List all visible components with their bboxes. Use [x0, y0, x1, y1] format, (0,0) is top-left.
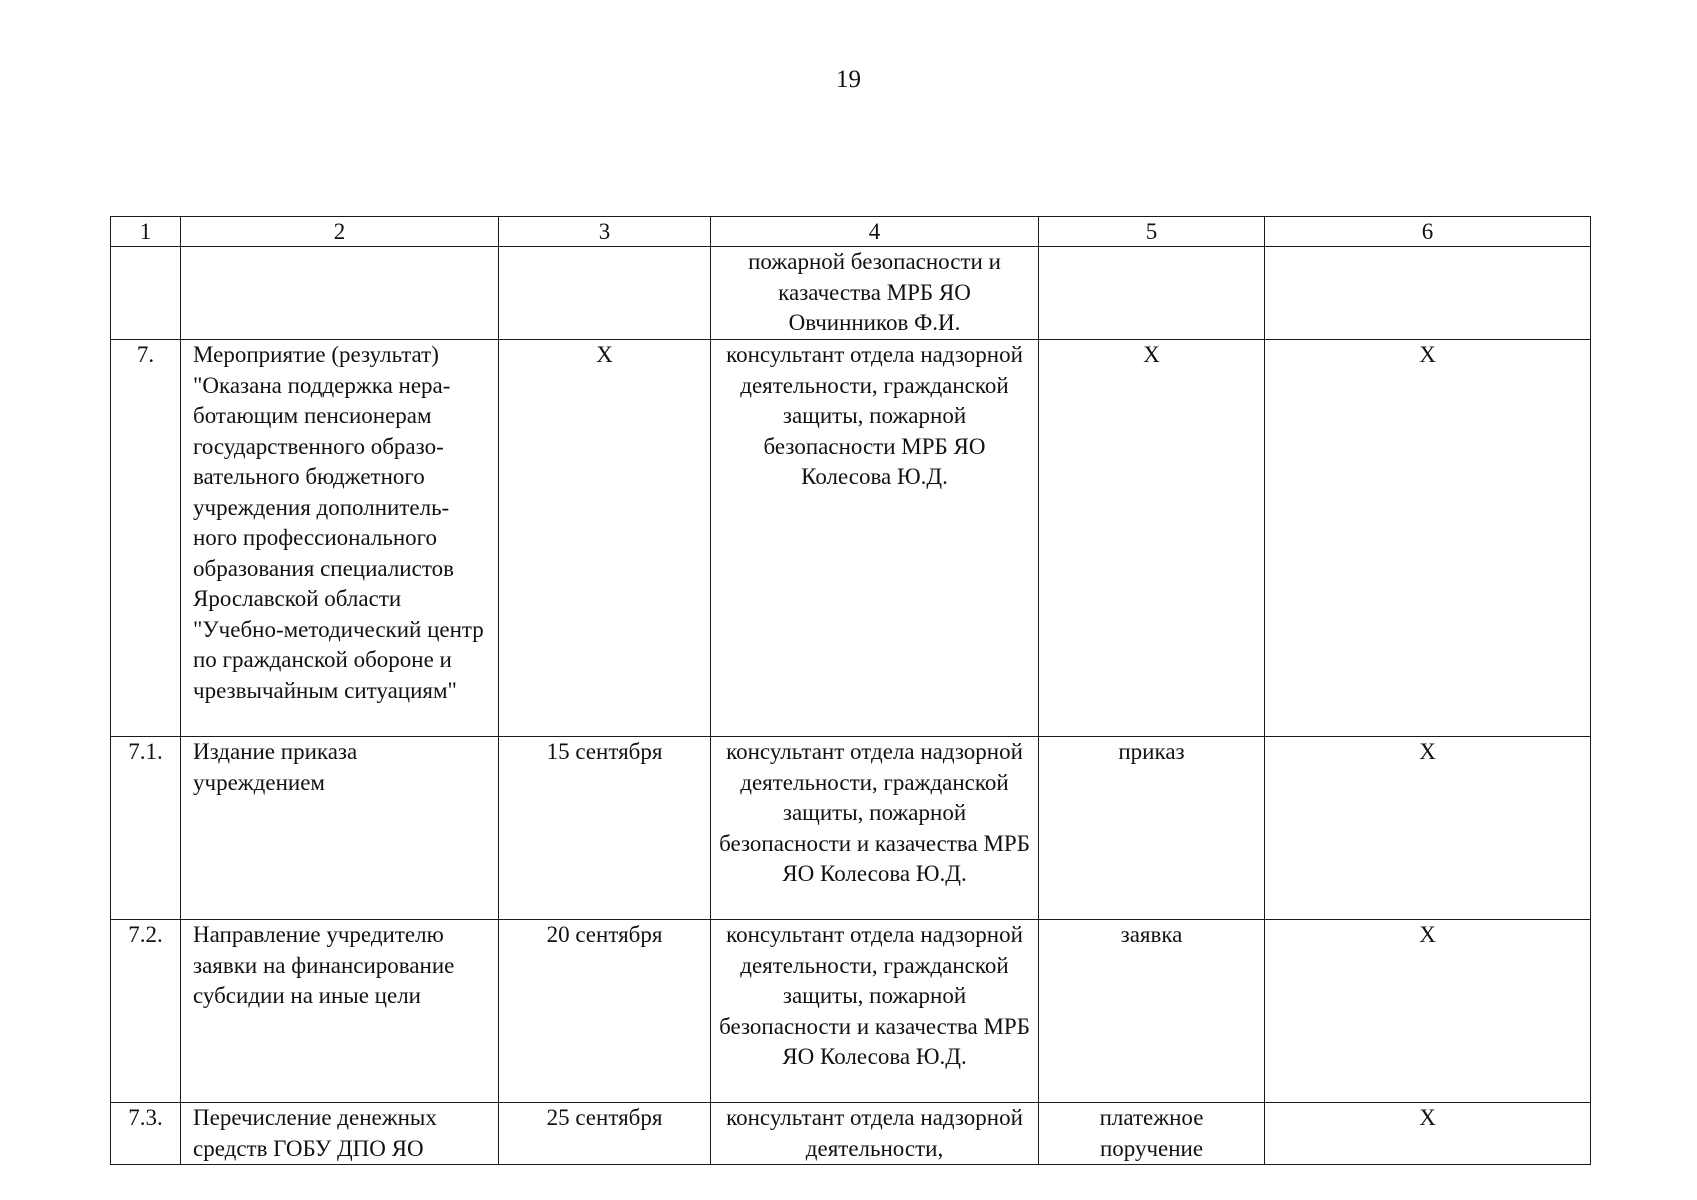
cell-number: 7.3.: [111, 1103, 181, 1165]
cell-responsible: консультант отдела надзорной деятельности, гражданской защиты, пожарной безопасности и казачества МРБ ЯО Колесова Ю.Д.: [711, 920, 1039, 1103]
table-row: [111, 1103, 1591, 1165]
cell-event-name: Издание приказа учреждением: [181, 737, 499, 920]
cell-event-name: Мероприятие (результат) "Оказана поддержка нера-ботающим пенсионерам государственного образо-вательного бюджетного учреждения дополнитель-ного профессионального образования специалистов Ярославской области "Учебно-методический центр по гражданской обороне и чрезвычайным ситуациям": [181, 340, 499, 737]
cell-document: заявка: [1039, 920, 1265, 1103]
cell-document: [1039, 247, 1265, 340]
cell-note: Х: [1265, 1103, 1591, 1165]
cell-responsible: консультант отдела надзорной деятельности, гражданской защиты, пожарной безопасности и казачества МРБ ЯО Колесова Ю.Д.: [711, 737, 1039, 920]
table-row: [111, 340, 1591, 737]
cell-deadline: [499, 247, 711, 340]
header-row: [111, 217, 1591, 247]
cell-responsible: консультант отдела надзорной деятельности,: [711, 1103, 1039, 1165]
cell-deadline: 15 сентября: [499, 737, 711, 920]
column-header-3: 3: [499, 217, 711, 247]
cell-document: приказ: [1039, 737, 1265, 920]
page-number: 19: [836, 66, 861, 93]
cell-number: [111, 247, 181, 340]
cell-number: 7.2.: [111, 920, 181, 1103]
cell-note: Х: [1265, 340, 1591, 737]
table-row: [111, 247, 1591, 340]
cell-deadline: Х: [499, 340, 711, 737]
table-header: [111, 217, 1591, 247]
column-header-5: 5: [1039, 217, 1265, 247]
column-header-4: 4: [711, 217, 1039, 247]
cell-event-name: Направление учредителю заявки на финансирование субсидии на иные цели: [181, 920, 499, 1103]
cell-note: Х: [1265, 737, 1591, 920]
cell-document: Х: [1039, 340, 1265, 737]
table-body: [111, 247, 1591, 1165]
column-header-1: 1: [111, 217, 181, 247]
cell-document: платежное поручение: [1039, 1103, 1265, 1165]
cell-deadline: 25 сентября: [499, 1103, 711, 1165]
cell-number: 7.: [111, 340, 181, 737]
cell-responsible: пожарной безопасности и казачества МРБ ЯО Овчинников Ф.И.: [711, 247, 1039, 340]
cell-note: Х: [1265, 920, 1591, 1103]
cell-event-name: [181, 247, 499, 340]
cell-responsible: консультант отдела надзорной деятельности, гражданской защиты, пожарной безопасности МРБ ЯО Колесова Ю.Д.: [711, 340, 1039, 737]
cell-deadline: 20 сентября: [499, 920, 711, 1103]
cell-event-name: Перечисление денежных средств ГОБУ ДПО ЯО: [181, 1103, 499, 1165]
table-row: [111, 920, 1591, 1103]
cell-note: [1265, 247, 1591, 340]
table-row: [111, 737, 1591, 920]
column-header-6: 6: [1265, 217, 1591, 247]
schedule-table: [110, 216, 1591, 1165]
column-header-2: 2: [181, 217, 499, 247]
cell-number: 7.1.: [111, 737, 181, 920]
